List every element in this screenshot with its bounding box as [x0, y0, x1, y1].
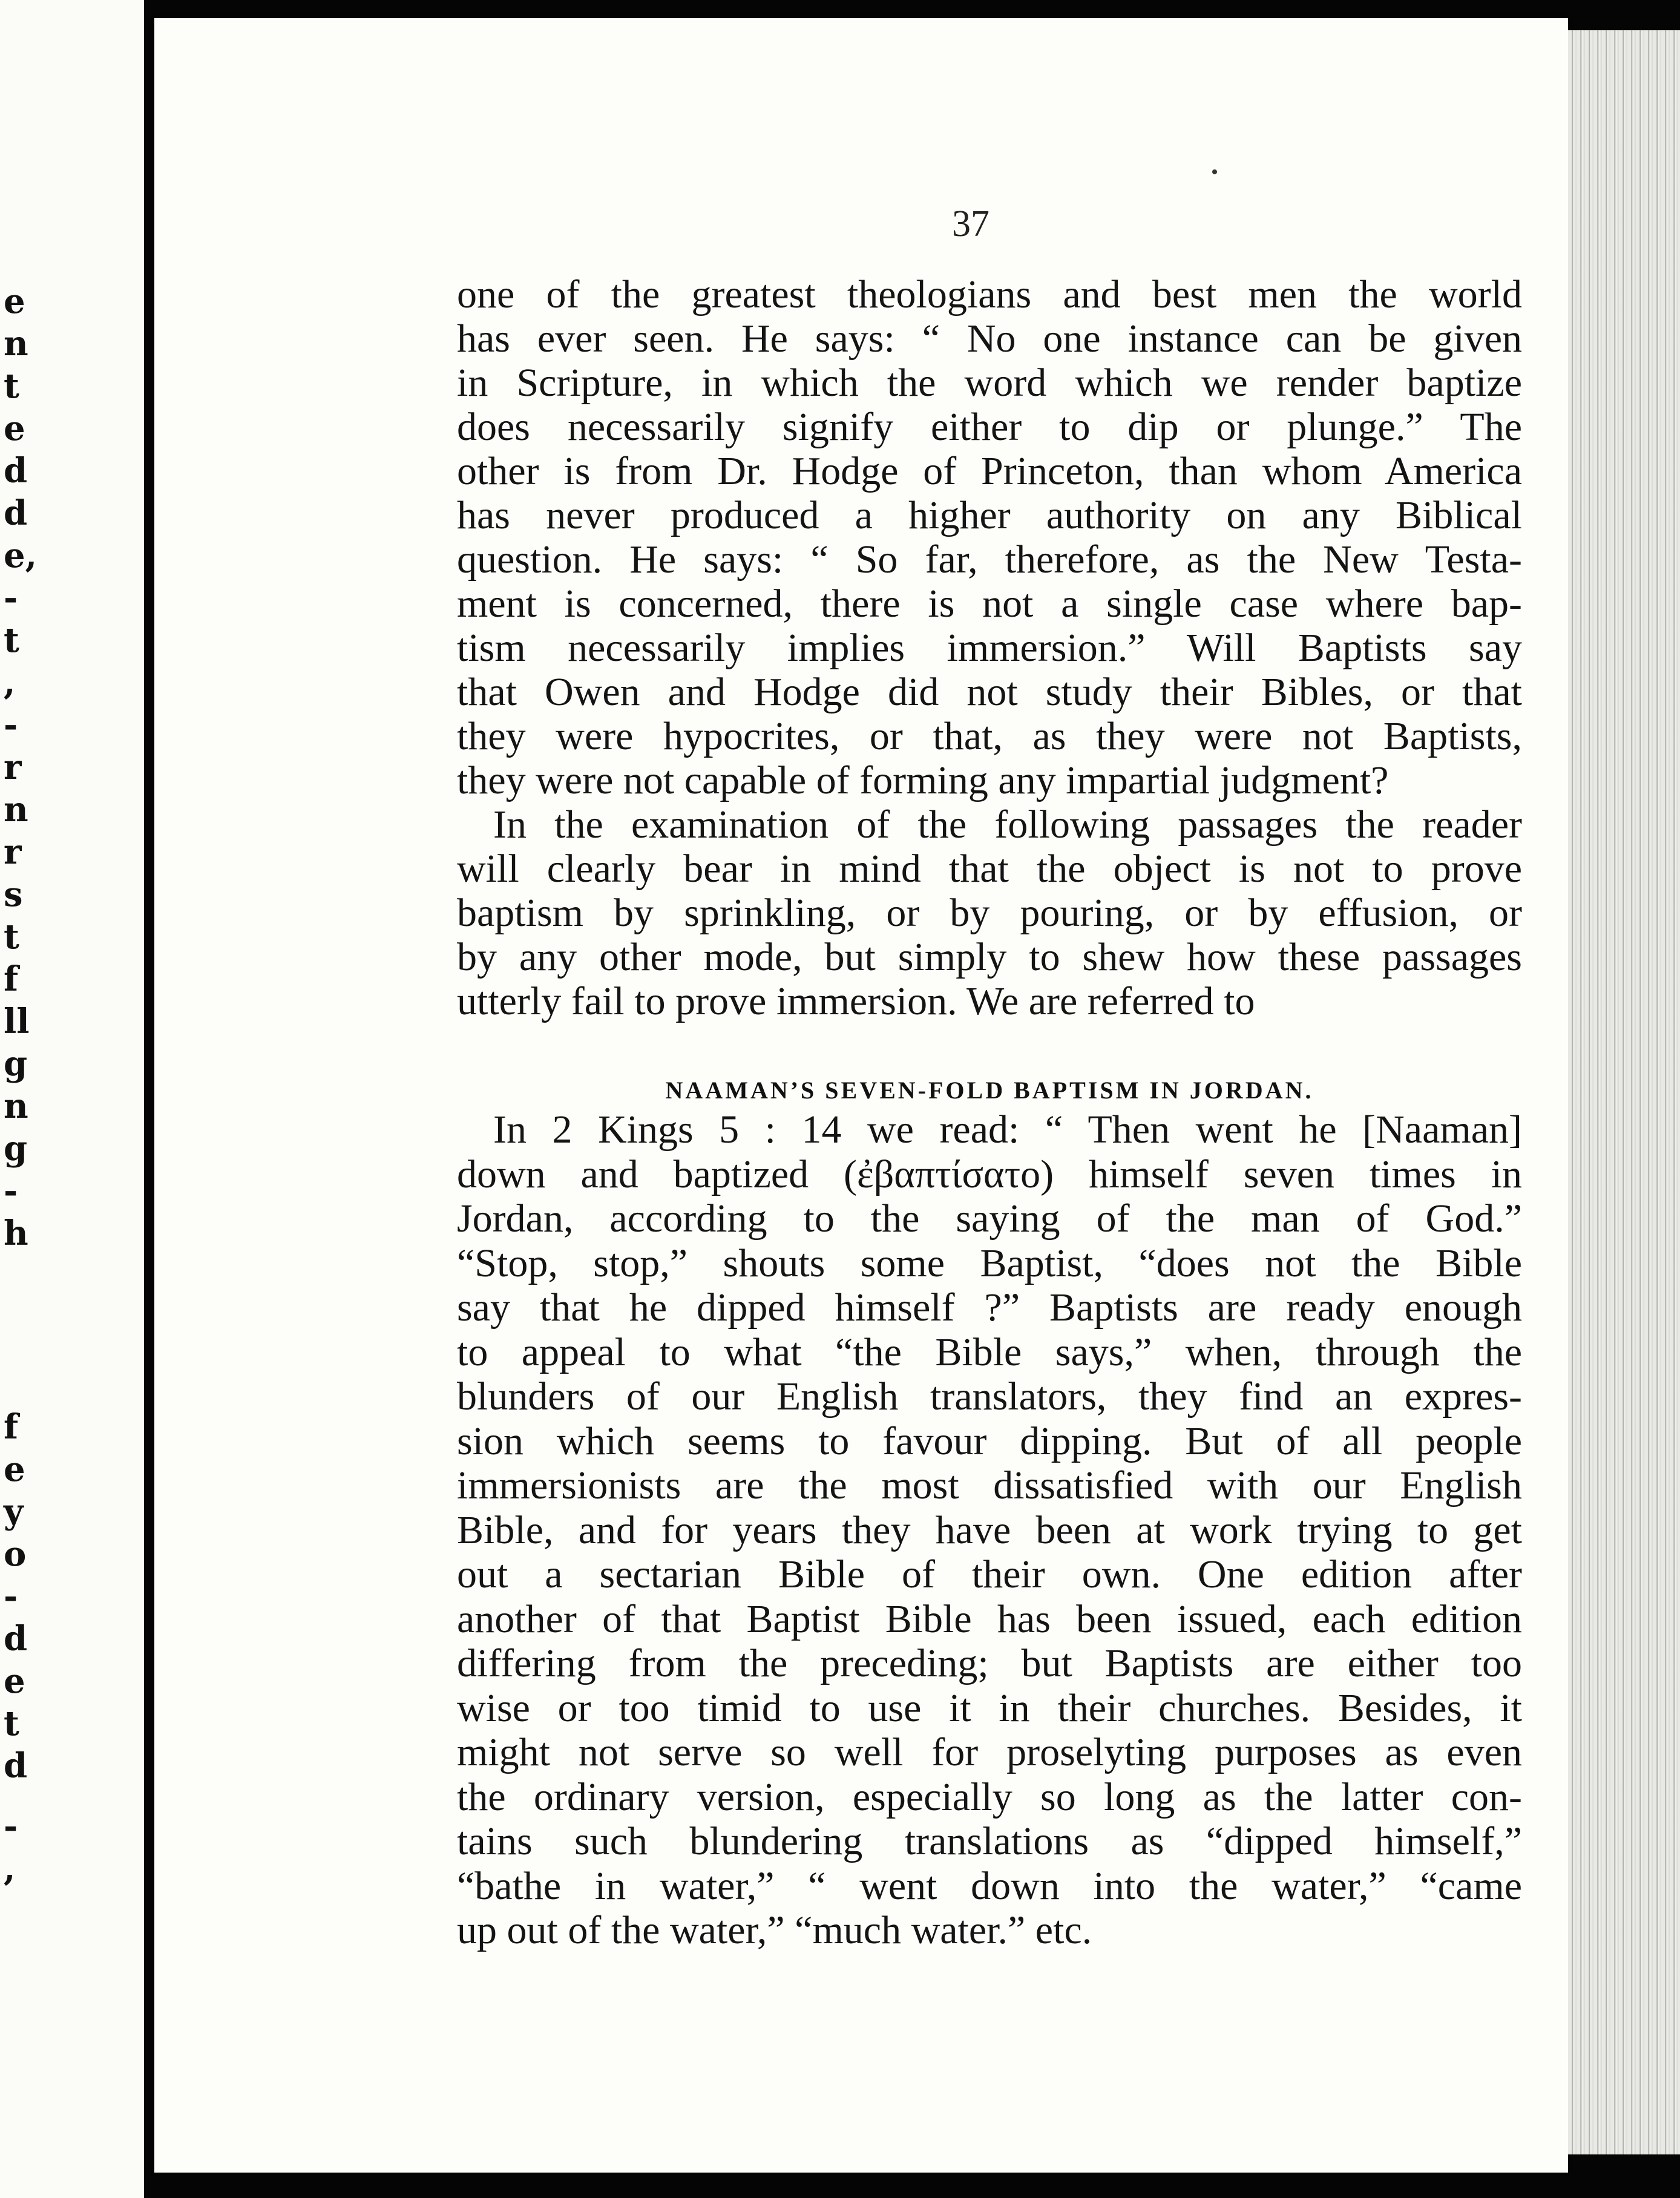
left-page-fragment: n — [4, 790, 28, 830]
left-page-fragment: g — [4, 1129, 28, 1169]
left-page-fragment: d — [4, 1746, 28, 1786]
text-line: the ordinary version, especially so long as the latter con- — [457, 1774, 1522, 1819]
text-line: they were not capable of forming any impartial judgment? — [457, 758, 1389, 802]
text-line: utterly fail to prove immersion. We are referred to — [457, 979, 1255, 1023]
left-page-fragment: d — [4, 451, 28, 491]
text-line: question. He says: “ So far, therefore, as the New Testa- — [457, 537, 1522, 582]
text-line: other is from Dr. Hodge of Princeton, than whom America — [457, 449, 1522, 493]
text-line: to appeal to what “the Bible says,” when, through the — [457, 1330, 1522, 1374]
left-page-fragment: , — [4, 1849, 16, 1889]
text-line: In the examination of the following passages the reader — [493, 802, 1522, 847]
text-line: down and baptized (ἐβαπτίσατο) himself seven times in — [457, 1152, 1522, 1196]
text-line: “bathe in water,” “ went down into the water,” “came — [457, 1863, 1522, 1908]
left-page-fragment: ll — [4, 1002, 30, 1042]
ink-speck — [1212, 169, 1217, 174]
text-line: might not serve so well for proselyting purposes as even — [457, 1730, 1522, 1774]
text-line: Bible, and for years they have been at work trying to get — [457, 1507, 1522, 1552]
left-page-fragment: f — [4, 959, 19, 999]
left-page-fragment: n — [4, 1086, 28, 1126]
left-page-fragment: e, — [4, 536, 38, 576]
left-page-fragment: r — [4, 747, 22, 787]
left-page-fragment: - — [4, 578, 18, 618]
page-edges-stack — [1568, 30, 1680, 2154]
left-page-fragment: , — [4, 663, 16, 703]
left-page-fragment: t — [4, 366, 19, 406]
text-line: differing from the preceding; but Baptists are either too — [457, 1641, 1522, 1685]
left-page-fragment: - — [4, 705, 18, 745]
text-line: baptism by sprinkling, or by pouring, or by effusion, or — [457, 891, 1522, 935]
left-page-fragment: - — [4, 1171, 18, 1211]
text-line: up out of the water,” “much water.” etc. — [457, 1908, 1092, 1952]
left-page-fragment: - — [4, 1576, 18, 1616]
section-heading: NAAMAN’S SEVEN-FOLD BAPTISM IN JORDAN. — [665, 1077, 1314, 1104]
left-page-fragment: s — [4, 874, 23, 914]
text-line: blunders of our English translators, they find an expres- — [457, 1374, 1522, 1419]
text-line: one of the greatest theologians and best men the world — [457, 272, 1522, 317]
text-line: say that he dipped himself ?” Baptists are ready enough — [457, 1285, 1522, 1330]
left-page-fragment: d — [4, 493, 28, 533]
text-line: that Owen and Hodge did not study their Bibles, or that — [457, 670, 1522, 714]
left-page-fragment: t — [4, 917, 19, 957]
text-line: wise or too timid to use it in their churches. Besides, it — [457, 1685, 1522, 1730]
text-line: In 2 Kings 5 : 14 we read: “ Then went he [Naaman] — [493, 1107, 1522, 1152]
text-line: Jordan, according to the saying of the man of God.” — [457, 1196, 1522, 1241]
left-page-fragment: t — [4, 1704, 19, 1744]
left-page-fragment: e — [4, 1449, 25, 1489]
text-line: tism necessarily implies immersion.” Will Baptists say — [457, 626, 1522, 670]
page-number: 37 — [952, 203, 989, 244]
text-line: in Scripture, in which the word which we render baptize — [457, 361, 1522, 405]
text-line: out a sectarian Bible of their own. One edition after — [457, 1552, 1522, 1596]
text-line: another of that Baptist Bible has been issued, each edition — [457, 1596, 1522, 1641]
left-page-fragment: - — [4, 1806, 18, 1846]
left-page-fragment: e — [4, 281, 25, 321]
left-page-fragment: r — [4, 832, 22, 872]
text-line: immersionists are the most dissatisfied with our English — [457, 1463, 1522, 1507]
left-page-fragment: y — [4, 1492, 24, 1532]
text-line: has never produced a higher authority on any Biblical — [457, 493, 1522, 537]
text-line: has ever seen. He says: “ No one instance can be given — [457, 317, 1522, 361]
left-page-fragment: d — [4, 1619, 28, 1659]
left-page-fragment: e — [4, 1661, 25, 1701]
text-line: they were hypocrites, or that, as they were not Baptists, — [457, 714, 1522, 758]
text-line: does necessarily signify either to dip or plunge.” The — [457, 405, 1522, 449]
text-line: sion which seems to favour dipping. But of all people — [457, 1419, 1522, 1463]
left-page-fragment: e — [4, 408, 25, 448]
left-page-fragment: n — [4, 324, 28, 364]
text-line: “Stop, stop,” shouts some Baptist, “does not the Bible — [457, 1241, 1522, 1285]
text-line: by any other mode, but simply to shew how these passages — [457, 935, 1522, 979]
left-page-fragment: f — [4, 1407, 19, 1447]
left-page-fragment: t — [4, 620, 19, 660]
book-page — [154, 18, 1568, 2173]
previous-page-edge — [0, 0, 144, 2198]
text-line: tains such blundering translations as “dipped himself,” — [457, 1819, 1522, 1863]
left-page-fragment: o — [4, 1534, 27, 1574]
text-line: will clearly bear in mind that the object is not to prove — [457, 847, 1522, 891]
left-page-fragment: h — [4, 1213, 28, 1253]
text-line: ment is concerned, there is not a single case where bap- — [457, 582, 1522, 626]
left-page-fragment: g — [4, 1044, 28, 1084]
